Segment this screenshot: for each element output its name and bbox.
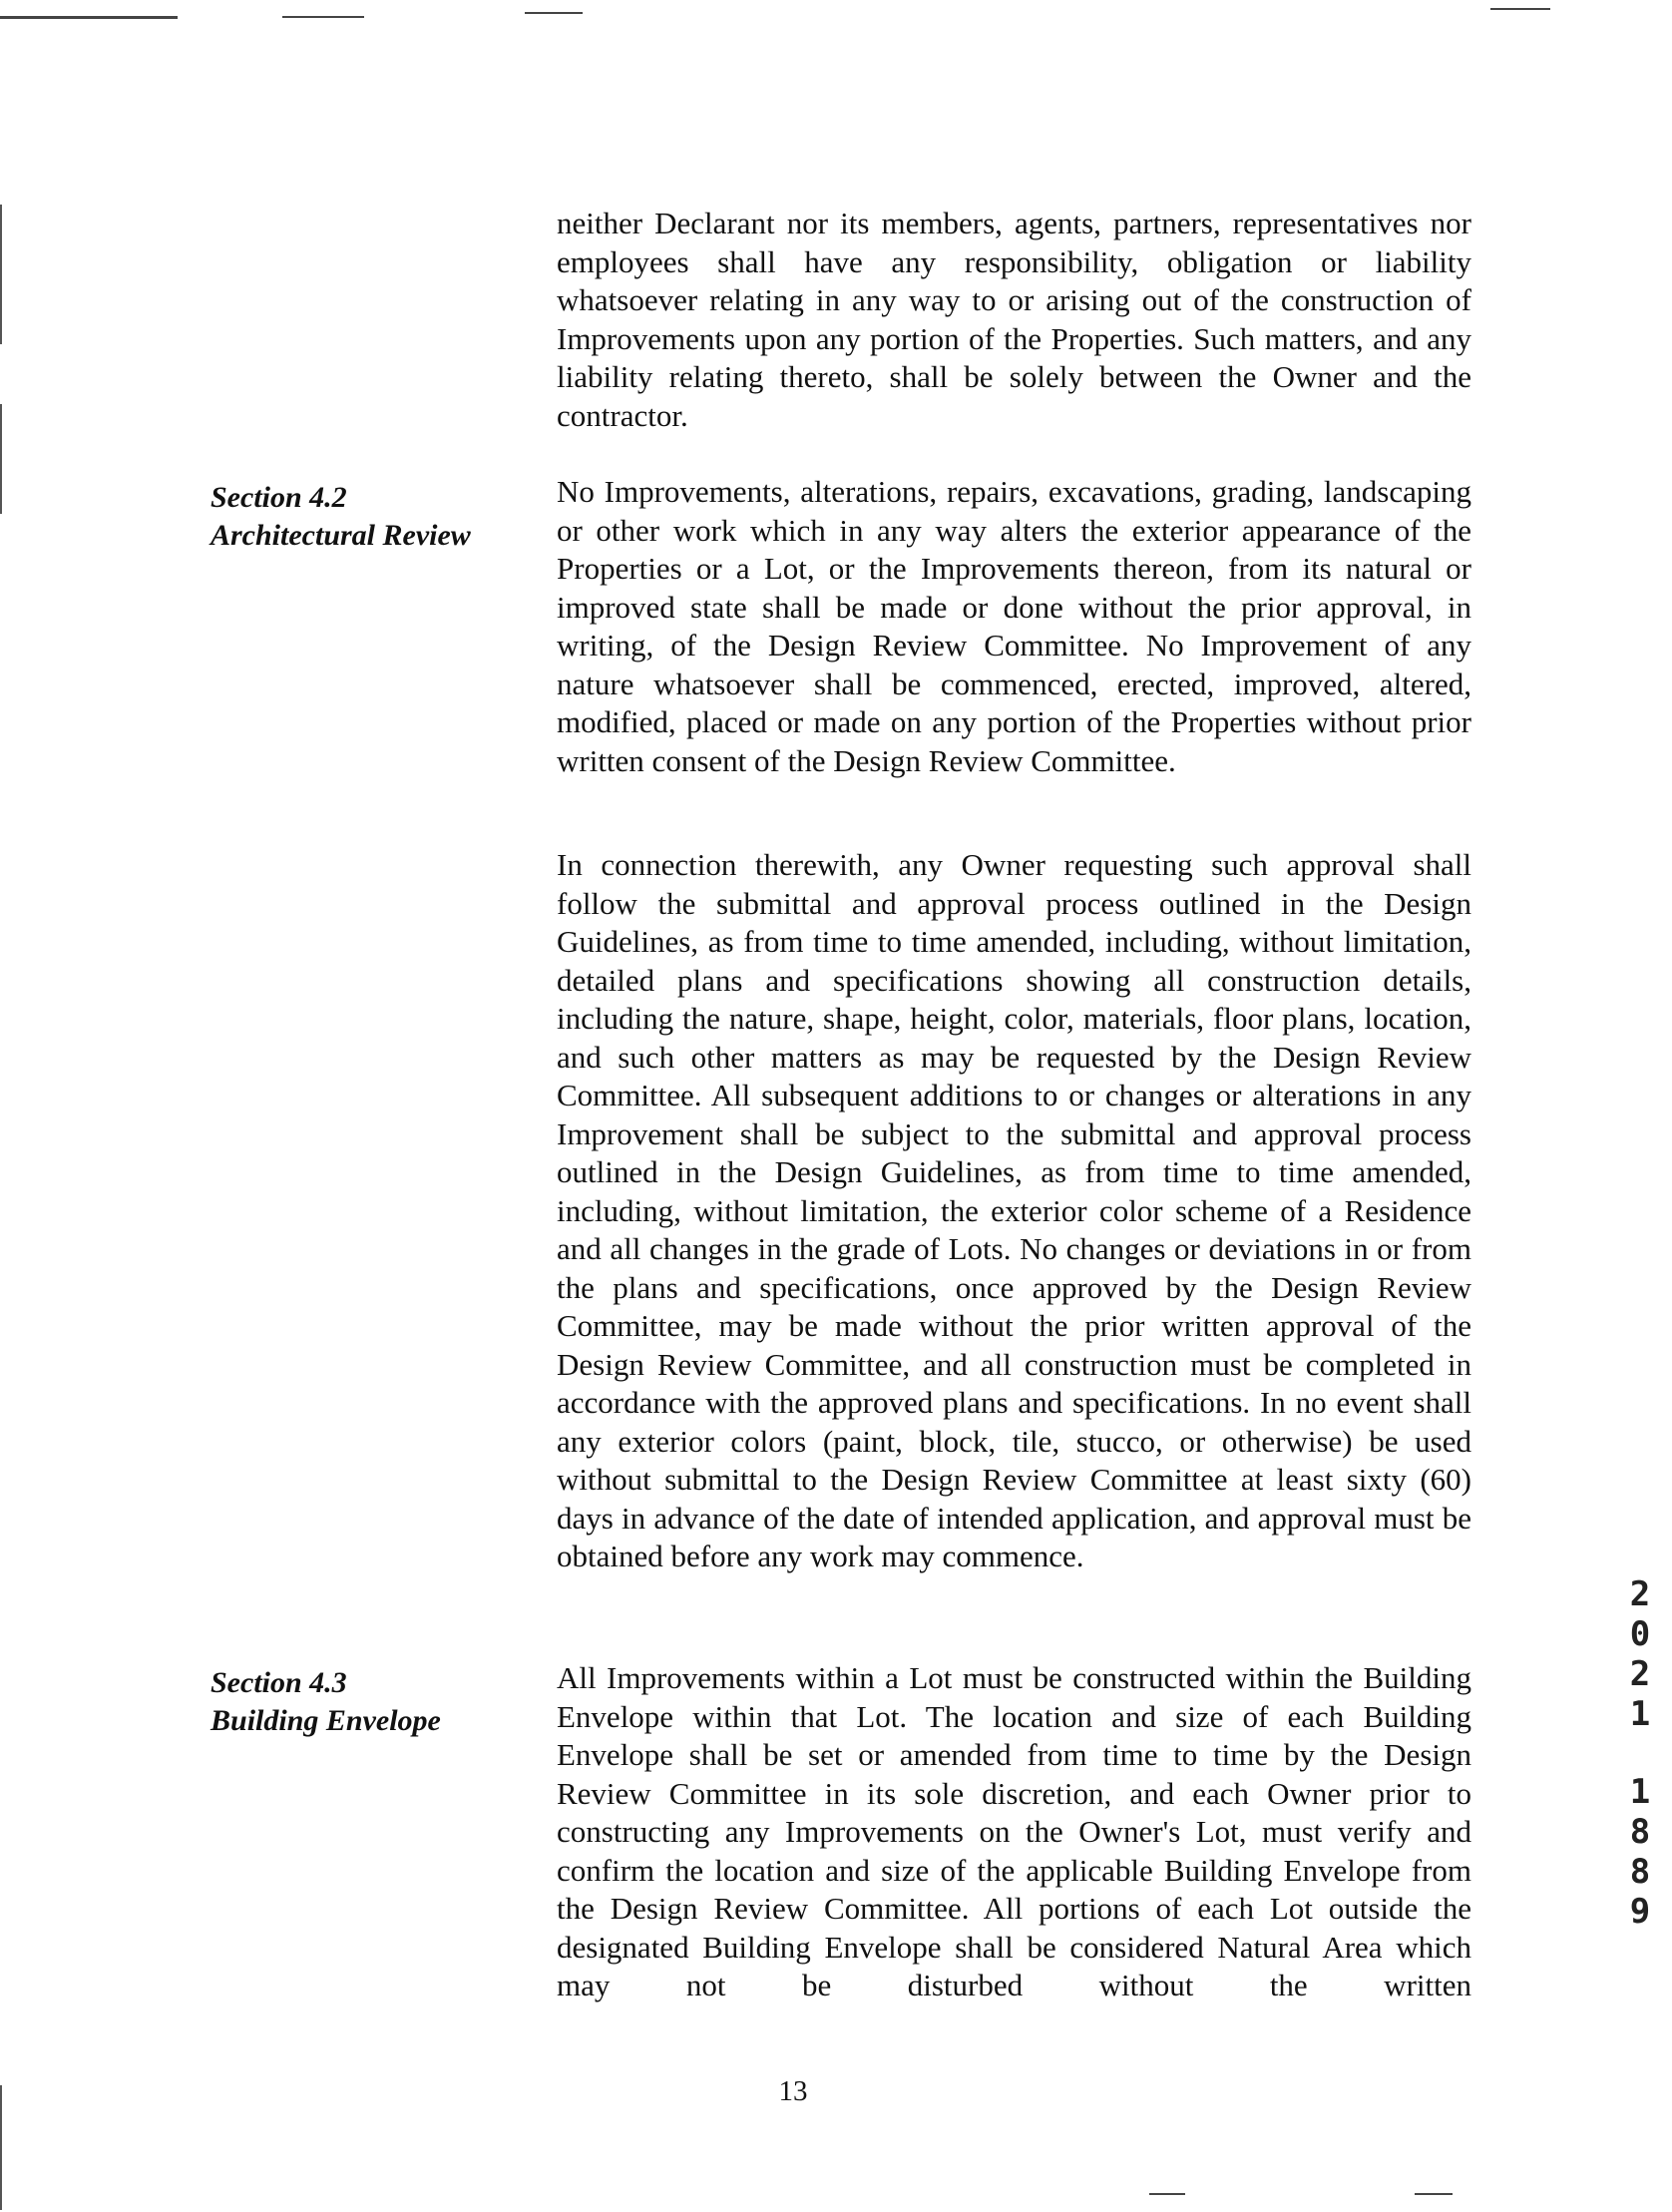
scan-mark-top-1 — [0, 16, 178, 19]
page-number: 13 — [778, 2075, 808, 2107]
scan-mark-top-4 — [1490, 8, 1550, 10]
section-number: Section 4.2 — [210, 481, 347, 514]
section-4-2-label — [210, 479, 540, 555]
recording-digit: 1 — [1629, 1694, 1651, 1734]
section-4-2-paragraph-2: In connection therewith, any Owner requesting such approval shall follow the submittal and approval process outlined in the Design Guidelines, as from time to time amended, including, without limitation, detailed plans and specifications showing all construction details, including the nature, shape, height, color, materials, floor plans, location, and such other matters as may be requested by the Design Review Committee. All subsequent additions to or changes or alterations in any Improvement shall be subject to the submittal and approval process outlined in the Design Guidelines, as from time to time amended, including, without limitation, the exterior color scheme of a Residence and all changes in the grade of Lots. No changes or deviations in or from the plans and specifications, once approved by the Design Review Committee, may be made without the prior written approval of the Design Review Committee, and all construction must be completed in accordance with the approved plans and specifications. In no event shall any exterior colors (paint, block, tile, stucco, or otherwise) be used without submittal to the Design Review Committee at least sixty (60) days in advance of the date of intended application, and approval must be obtained before any work may commence. — [557, 847, 1471, 1573]
section-number: Section 4.3 — [210, 1666, 347, 1699]
section-4-3-label — [210, 1664, 540, 1740]
recording-gap — [1620, 1734, 1660, 1772]
intro-paragraph: neither Declarant nor its members, agents, partners, representatives nor employees shall have any responsibility, obligation or liability whatsoever relating in any way to or arising out of the construction of Improvements upon any portion of the Properties. Such matters, and any liability relating thereto, shall be solely between the Owner and the contractor. — [557, 206, 1471, 433]
section-title: Building Envelope — [210, 1704, 441, 1737]
recording-digit: 2 — [1629, 1574, 1651, 1614]
recording-digit: 8 — [1629, 1852, 1651, 1892]
binding-mark-1 — [0, 205, 2, 344]
scan-mark-bottom-1 — [1149, 2193, 1185, 2195]
section-4-3-paragraph-1: All Improvements within a Lot must be constructed within the Building Envelope within that Lot. The location and size of each Building Envelope shall be set or amended from time to time by the Design Review Committee in its sole discretion, and each Owner prior to constructing any Improvements on the Owner's Lot, must verify and confirm the location and size of the applicable Building Envelope from the Design Review Committee. All portions of each Lot outside the designated Building Envelope shall be considered Natural Area which may not be disturbed without the written — [557, 1660, 1471, 2002]
section-title: Architectural Review — [210, 519, 471, 552]
binding-mark-2 — [0, 404, 2, 514]
recording-number-stamp — [1620, 1574, 1660, 1932]
recording-digit: 1 — [1629, 1772, 1651, 1812]
recording-digit: 9 — [1629, 1892, 1651, 1932]
recording-digit: 2 — [1629, 1654, 1651, 1694]
scan-mark-top-2 — [282, 16, 364, 18]
recording-digit: 8 — [1629, 1812, 1651, 1852]
scan-mark-bottom-2 — [1415, 2193, 1453, 2195]
scan-mark-top-3 — [525, 12, 583, 14]
recording-digit: 0 — [1629, 1614, 1651, 1654]
section-4-2-paragraph-1: No Improvements, alterations, repairs, excavations, grading, landscaping or other work which in any way alters the exterior appearance of the Properties or a Lot, or the Improvements thereon, from its natural or improved state shall be made or done without the prior approval, in writing, of the Design Review Committee. No Improvement of any nature whatsoever shall be commenced, erected, improved, altered, modified, placed or made on any portion of the Properties without prior written consent of the Design Review Committee. — [557, 474, 1471, 778]
